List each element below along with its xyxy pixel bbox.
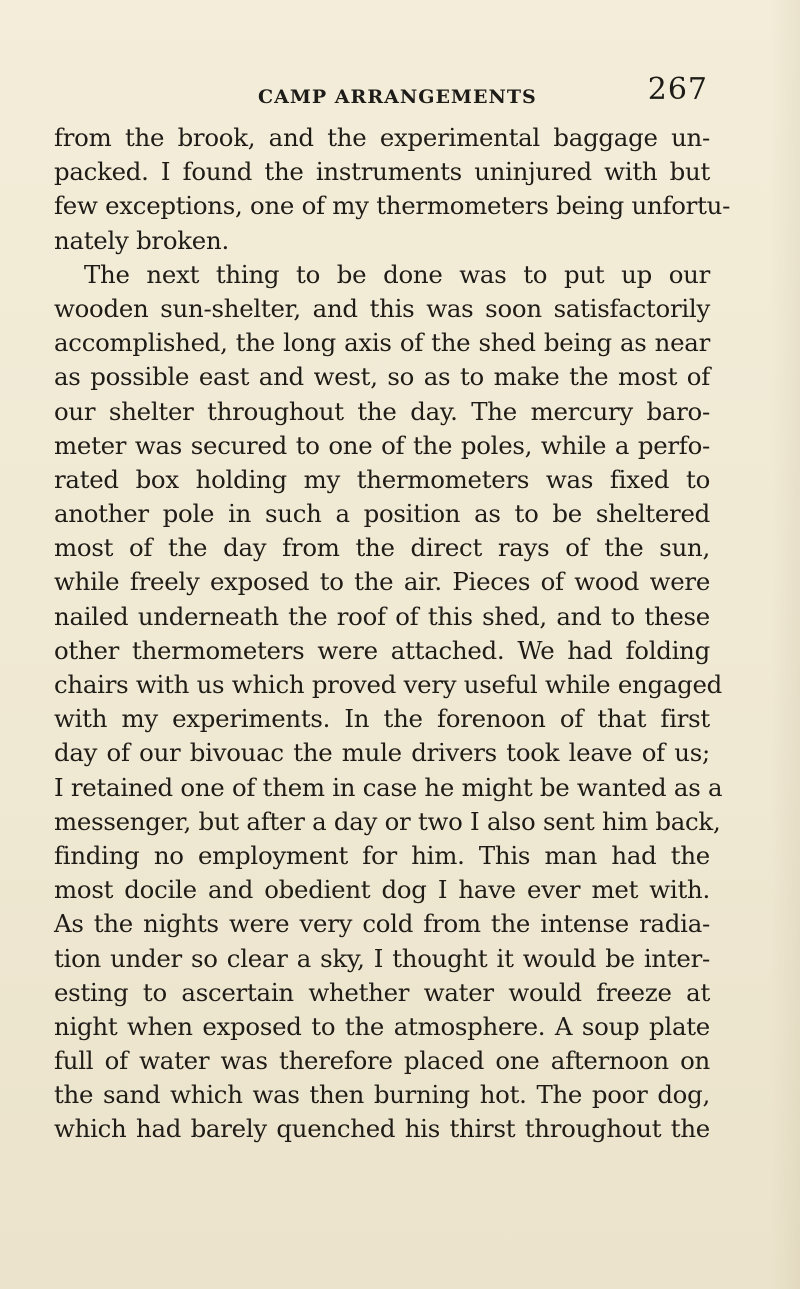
text-line: packed. I found the instruments uninjured with but [54,157,710,187]
text-line: most docile and obedient dog I have ever met with. [54,875,710,905]
text-line: from the brook, and the experimental baggage un- [54,123,710,152]
text-line: nailed underneath the roof of this shed, and to these [54,601,710,631]
text-line: night when exposed to the atmosphere. A soup plate [54,1011,710,1041]
text-line: tion under so clear a sky, I thought it would be inter- [54,943,710,973]
text-line: As the nights were very cold from the intense radia- [54,909,710,939]
text-line: full of water was therefore placed one afternoon on [54,1046,710,1076]
text-line: which had barely quenched his thirst throughout the [54,1114,710,1144]
text-line: while freely exposed to the air. Pieces of wood were [54,567,710,597]
text-line: meter was secured to one of the poles, while a perfo- [54,430,710,460]
body-text [54,121,731,1147]
text-line: the sand which was then burning hot. The poor dog, [54,1080,710,1110]
text-line: our shelter throughout the day. The mercury baro- [54,396,710,426]
page-edge-shadow [770,0,800,1289]
text-line: most of the day from the direct rays of the sun, [54,533,710,563]
running-title: CAMP ARRANGEMENTS [258,86,537,108]
text-line: chairs with us which proved very useful while engaged [54,670,723,699]
text-line: nately broken. [54,225,229,255]
text-line: I retained one of them in case he might be wanted as a [54,772,723,802]
running-head [54,72,708,122]
text-line: rated box holding my thermometers was fixed to [54,464,710,494]
text-line: The next thing to be done was to put up our [84,259,710,289]
text-line: with my experiments. In the forenoon of that first [54,704,710,734]
text-line: as possible east and west, so as to make the most of [54,362,710,392]
page-number: 267 [647,72,708,107]
text-line: esting to ascertain whether water would freeze at [54,977,710,1007]
text-line: finding no employment for him. This man had the [54,840,710,870]
text-line: another pole in such a position as to be sheltered [54,499,710,529]
text-line: messenger, but after a day or two I also sent him back, [54,806,721,836]
text-line: other thermometers were attached. We had folding [54,635,710,665]
text-line: day of our bivouac the mule drivers took leave of us; [54,738,710,768]
text-line: wooden sun-shelter, and this was soon satisfactorily [54,293,710,323]
text-line: accomplished, the long axis of the shed being as near [54,328,710,358]
text-line: few exceptions, one of my thermometers being unfortu- [54,191,731,221]
